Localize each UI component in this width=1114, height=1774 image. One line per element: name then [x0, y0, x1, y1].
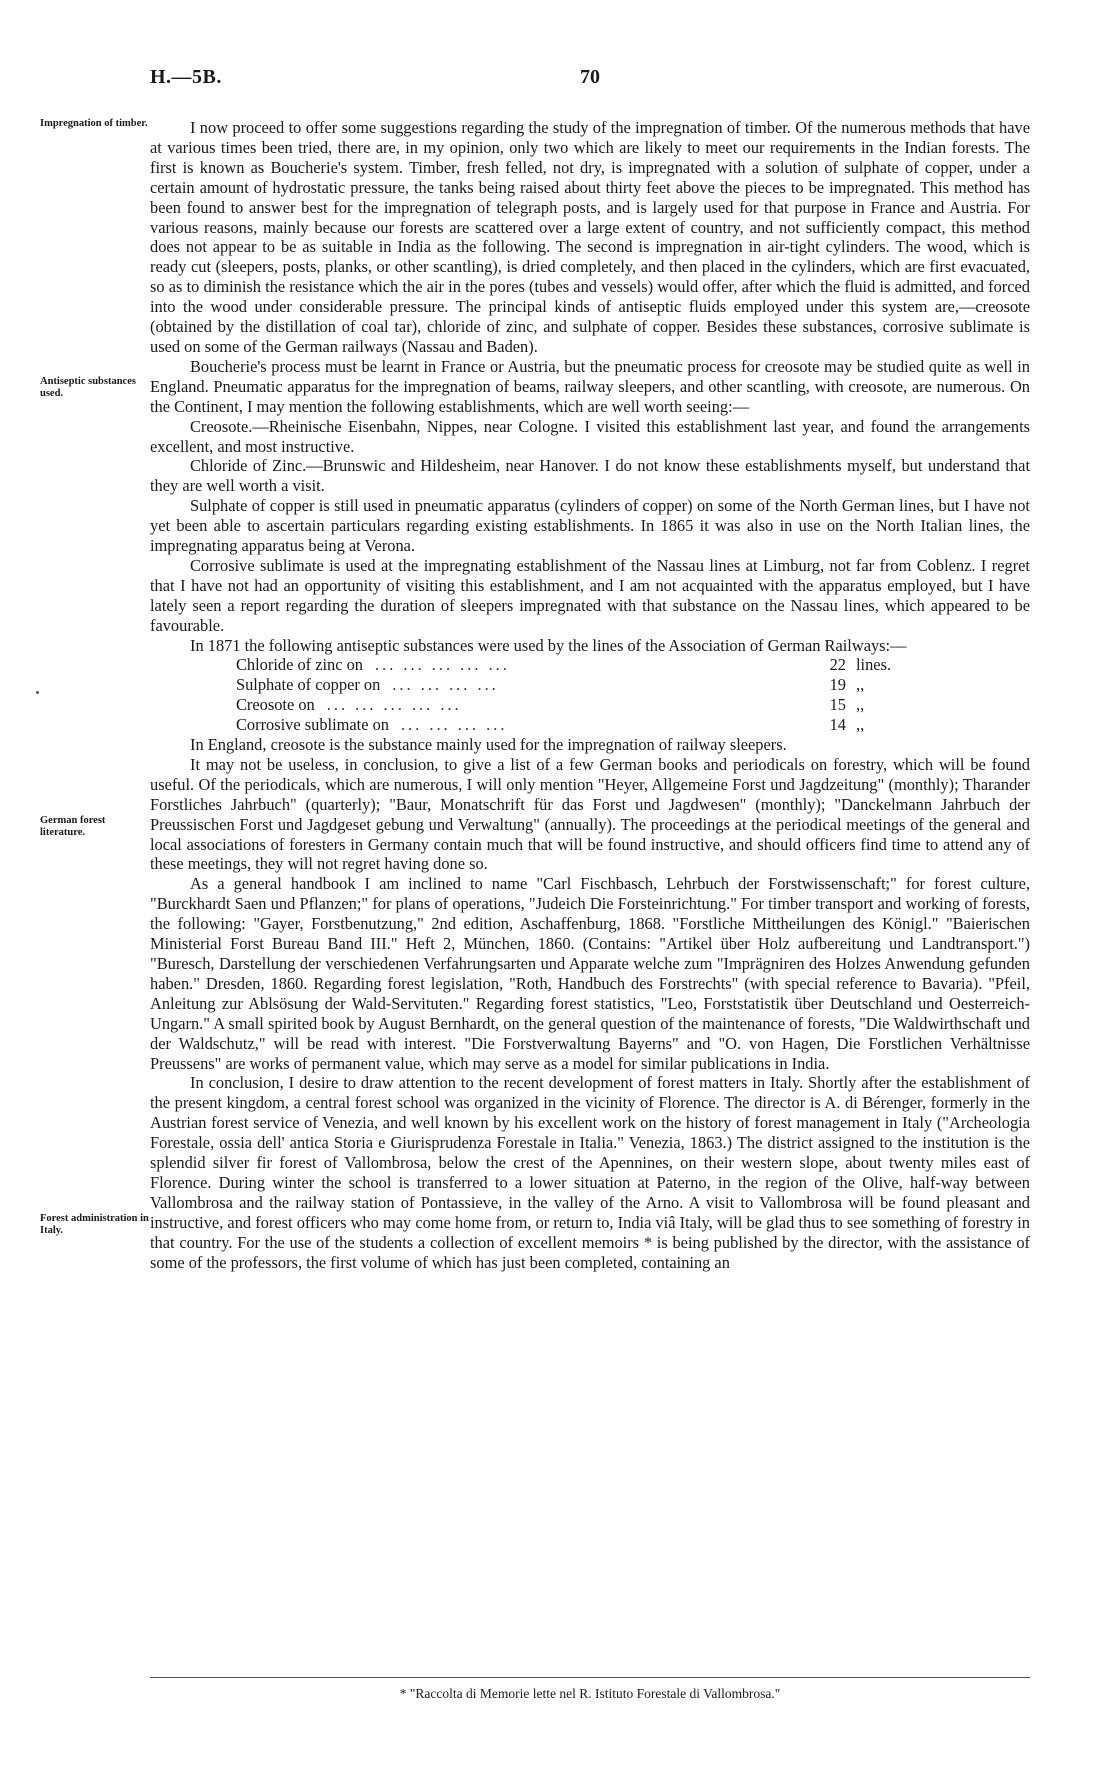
line-count: 22 [829, 655, 846, 675]
paragraph: Chloride of Zinc.—Brunswic and Hildesheim, near Hanover. I do not know these establishments myself, but understand that they are well worth a visit. [150, 456, 1030, 496]
leader-dots: ... ... ... ... [400, 715, 508, 735]
table-row [236, 675, 916, 695]
margin-note-antiseptic: Antiseptic substances used. [40, 376, 136, 399]
table-row [236, 695, 916, 715]
paragraph: Corrosive sublimate is used at the impregnating establishment of the Nassau lines at Limburg, not far from Coblenz. I regret that I have not had an opportunity of visiting this establishment, and I am not acquainted with the apparatus employed, but I have lately seen a report regarding the duration of sleepers impregnated with that substance on the Nassau lines, which appeared to be favourable. [150, 555, 1030, 635]
paragraph: Sulphate of copper is still used in pneumatic apparatus (cylinders of copper) on some of the North German lines, but I have not yet been able to ascertain particulars regarding existing establishments. In 1865 it was also in use on the North Italian lines, the impregnating apparatus being at Verona. [150, 496, 1030, 556]
substance-label: Sulphate of copper on [236, 675, 381, 695]
table-row [236, 715, 916, 735]
unit-label: lines. [856, 655, 892, 675]
paragraph: It may not be useless, in conclusion, to give a list of a few German books and periodicals on forestry, which will be found useful. Of the periodicals, which are numerous, I will only mention "Heyer, Allgemeine Forst und Jagdzeitung" (monthly); Tharander Forstliches Jahrbuch" (quarterly); "Baur, Monatschrift für das Forst und Jagdwesen" (monthly); "Danckelmann Jahrbuch der Preussischen Forst und Jagdgeset gebung und Verwaltung" (annually). The proceedings at the periodical meetings of the general and local associations of foresters in Germany contain much that will be found instructive, and should officers find time to attend any of these meetings, they will not regret having done so. [150, 754, 1030, 874]
footnote-rule [150, 1677, 1030, 1678]
paragraph: I now proceed to offer some suggestions regarding the study of the impregnation of timber. Of the numerous methods that have at various times been tried, there are, in my opinion, only two which are likely to meet our requirements in the Indian forests. The first is known as Boucherie's system. Timber, fresh felled, not dry, is impregnated with a solution of sulphate of copper, under a certain amount of hydrostatic pressure, the tanks being raised about thirty feet above the pieces to be impregnated. This method has been found to answer best for the impregnation of telegraph posts, and is largely used for that purpose in France and Austria. For various reasons, mainly because our forests are scattered over a large extent of country, and not sufficiently compact, this method does not appear to be as suitable in India as the following. The second is impregnation in air-tight cylinders. The wood, which is ready cut (sleepers, posts, planks, or other scantling), is dried completely, and then placed in the cylinders, which are first evacuated, so as to diminish the resistance which the air in the pores (tubes and vessels) would offer, after which the fluid is admitted, and forced into the wood under considerable pressure. The principal kinds of antiseptic fluids employed under this system are,—creosote (obtained by the distillation of coal tar), chloride of zinc, and sulphate of copper. Besides these substances, corrosive sublimate is used on some of the German railways (Nassau and Baden). [150, 118, 1030, 356]
line-count: 15 [829, 695, 846, 715]
page-number: 70 [580, 66, 600, 88]
substance-label: Chloride of zinc on [236, 655, 363, 675]
unit-label: ,, [856, 695, 865, 715]
margin-note-german-literature: German forest literature. [40, 815, 106, 838]
paragraph: In conclusion, I desire to draw attention to the recent development of forest matters in Italy. Shortly after the establishment of the present kingdom, a central forest school was organized in the vicinity of Florence. The director is A. di Bérenger, formerly in the Austrian forest service of Venezia, and well known by his excellent work on the history of forest management in Italy ("Archeologia Forestale, ossia dell' antica Storia e Giurisprudenza Forestale in Italia." Venezia, 1863.) The district assigned to the institution is the splendid silver fir forest of Vallombrosa, below the crest of the Apennines, on their western slope, about twenty miles east of Florence. During winter the school is transferred to a lower situation at Paterno, in the region of the Olive, half-way between Vallombrosa and the railway station of Pontassieve, in the valley of the Arno. A visit to Vallombrosa will be found pleasant and instructive, and forest officers who may come home from, or return to, India viâ Italy, will be glad thus to see something of forestry in that country. For the use of the students a collection of excellent memoirs * is being published by the director, with the assistance of some of the professors, the first volume of which has just been completed, containing an [150, 1073, 1030, 1272]
margin-note-impregnation: Impregnation of timber. [40, 118, 148, 129]
leader-dots: ... ... ... ... ... [375, 655, 510, 675]
paragraph: In 1871 the following antiseptic substances were used by the lines of the Association of German Railways:— [190, 635, 907, 655]
substance-label: Corrosive sublimate on [236, 715, 389, 735]
table-row [236, 655, 916, 675]
unit-label: ,, [856, 715, 865, 735]
footnote: * "Raccolta di Memorie lette nel R. Istituto Forestale di Vallombrosa." [399, 1686, 781, 1701]
paragraph: Boucherie's process must be learnt in France or Austria, but the pneumatic process for creosote may be studied quite as well in England. Pneumatic apparatus for the impregnation of beams, railway sleepers, and other scantling, with creosote, are numerous. On the Continent, I may mention the following establishments, which are well worth seeing:— [150, 356, 1030, 416]
scan-speck [36, 691, 39, 694]
paragraph: As a general handbook I am inclined to name "Carl Fischbasch, Lehrbuch der Forstwissenschaft;" for forest culture, "Burckhardt Saen und Pflanzen;" for plans of operations, "Judeich Die Forsteinrichtung." For timber transport and working of forests, the following: "Gayer, Forstbenutzung," 2nd edition, Aschaffenburg, 1868. "Forstliche Mittheilungen des Königl." "Baierischen Ministerial Forst Bureau Band III." Heft 2, München, 1860. (Contains: "Artikel über Holz aufbereitung und Landtransport.") "Buresch, Darstellung der verschiedenen Verfahrungsarten und Apparate welche zum "Imprägniren des Holzes Anwendung gefunden haben." Dresden, 1860. Regarding forest legislation, "Roth, Handbuch des Forstrechts" (with special reference to Bavaria). "Pfeil, Anleitung zur Ablsösung der Wald-Servituten." Regarding forest statistics, "Leo, Forststatistik über Deutschland und Oesterreich-Ungarn." A small spirited book by August Bernhardt, on the general question of the maintenance of forests, "Die Waldwirthschaft und der Waldschutz," will be read with interest. "Die Forstverwaltung Bayerns" and "O. von Hagen, Die Forstlichen Verhältnisse Preussens" are works of permanent value, which may serve as a model for similar publications in India. [150, 874, 1030, 1073]
unit-label: ,, [856, 675, 865, 695]
line-count: 14 [829, 715, 846, 735]
paragraph: Creosote.—Rheinische Eisenbahn, Nippes, near Cologne. I visited this establishment last year, and found the arrangements excellent, and most instructive. [150, 416, 1030, 456]
page-header [150, 66, 1030, 96]
leader-dots: ... ... ... ... ... [326, 695, 462, 715]
margin-note-italy: Forest administration in Italy. [40, 1213, 149, 1236]
leader-dots: ... ... ... ... [392, 675, 499, 695]
document-reference: H.—5B. [150, 66, 222, 88]
antiseptic-usage-table [236, 655, 916, 735]
body-text [150, 118, 1030, 1273]
substance-label: Creosote on [236, 695, 315, 715]
line-count: 19 [829, 675, 846, 695]
paragraph: In England, creosote is the substance mainly used for the impregnation of railway sleepers. [190, 735, 787, 755]
